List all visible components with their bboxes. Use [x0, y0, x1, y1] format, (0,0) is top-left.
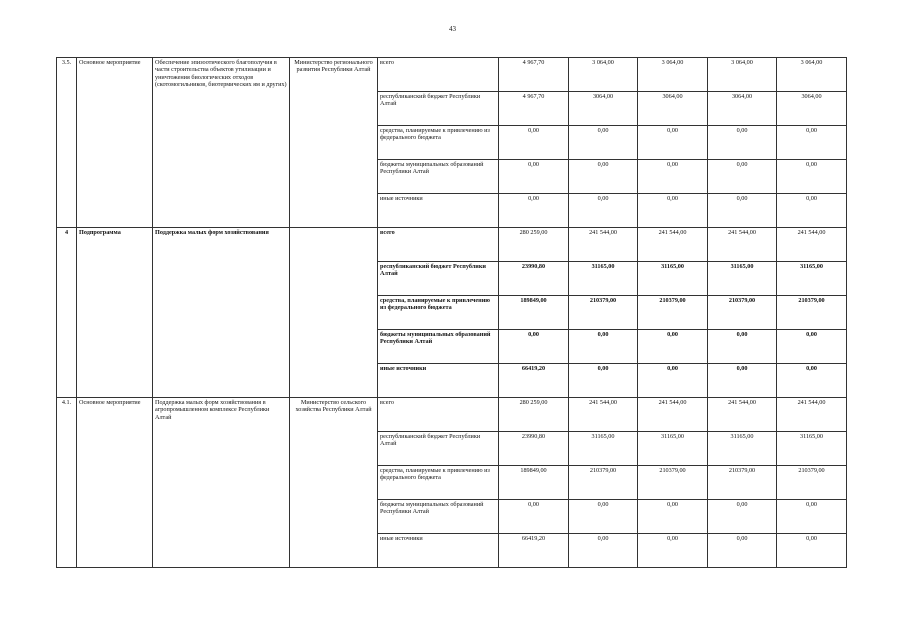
amount-cell: 0,00 — [499, 126, 569, 160]
amount-cell: 0,00 — [499, 500, 569, 534]
row-type: Основное мероприятие — [77, 398, 153, 568]
amount-cell: 241 544,00 — [708, 398, 777, 432]
table-row — [57, 228, 847, 262]
amount-cell: 0,00 — [499, 330, 569, 364]
amount-cell: 0,00 — [777, 330, 847, 364]
amount-cell: 189849,00 — [499, 466, 569, 500]
funding-source: бюджеты муниципальных образований Республики Алтай — [378, 500, 499, 534]
amount-cell: 31165,00 — [708, 432, 777, 466]
amount-cell: 3 064,00 — [777, 58, 847, 92]
amount-cell: 241 544,00 — [569, 398, 638, 432]
amount-cell: 189849,00 — [499, 296, 569, 330]
amount-cell: 31165,00 — [638, 262, 708, 296]
funding-source: бюджеты муниципальных образований Республики Алтай — [378, 330, 499, 364]
row-executor: Министерство регионального развития Республики Алтай — [290, 58, 378, 228]
row-name: Поддержка малых форм хозяйствования в агропромышленном комплексе Республики Алтай — [153, 398, 290, 568]
amount-cell: 210379,00 — [777, 296, 847, 330]
amount-cell: 66419,20 — [499, 364, 569, 398]
amount-cell: 4 967,70 — [499, 58, 569, 92]
amount-cell: 210379,00 — [708, 466, 777, 500]
row-name: Поддержка малых форм хозяйствования — [153, 228, 290, 398]
amount-cell: 0,00 — [638, 160, 708, 194]
amount-cell: 0,00 — [569, 534, 638, 568]
amount-cell: 0,00 — [777, 126, 847, 160]
amount-cell: 0,00 — [708, 330, 777, 364]
amount-cell: 210379,00 — [638, 296, 708, 330]
funding-source: средства, планируемые к привлечению из федерального бюджета — [378, 126, 499, 160]
funding-source: всего — [378, 228, 499, 262]
row-type: Подпрограмма — [77, 228, 153, 398]
amount-cell: 0,00 — [708, 534, 777, 568]
amount-cell: 3064,00 — [638, 92, 708, 126]
table-row — [57, 58, 847, 92]
amount-cell: 23990,80 — [499, 262, 569, 296]
funding-source: иные источники — [378, 364, 499, 398]
table-row — [57, 398, 847, 432]
row-code: 4.1. — [57, 398, 77, 568]
amount-cell: 31165,00 — [569, 262, 638, 296]
amount-cell: 241 544,00 — [777, 228, 847, 262]
amount-cell: 3064,00 — [708, 92, 777, 126]
row-executor — [290, 228, 378, 398]
amount-cell: 31165,00 — [569, 432, 638, 466]
funding-source: всего — [378, 398, 499, 432]
amount-cell: 0,00 — [569, 500, 638, 534]
amount-cell: 66419,20 — [499, 534, 569, 568]
amount-cell: 3 064,00 — [638, 58, 708, 92]
row-executor: Министерство сельского хозяйства Республики Алтай — [290, 398, 378, 568]
amount-cell: 241 544,00 — [777, 398, 847, 432]
amount-cell: 0,00 — [638, 194, 708, 228]
amount-cell: 0,00 — [638, 126, 708, 160]
amount-cell: 0,00 — [708, 364, 777, 398]
amount-cell: 241 544,00 — [708, 228, 777, 262]
amount-cell: 3064,00 — [777, 92, 847, 126]
amount-cell: 31165,00 — [777, 262, 847, 296]
amount-cell: 0,00 — [499, 160, 569, 194]
amount-cell: 0,00 — [569, 126, 638, 160]
amount-cell: 0,00 — [499, 194, 569, 228]
amount-cell: 0,00 — [569, 160, 638, 194]
funding-source: республиканский бюджет Республики Алтай — [378, 262, 499, 296]
amount-cell: 31165,00 — [708, 262, 777, 296]
amount-cell: 280 259,00 — [499, 228, 569, 262]
amount-cell: 0,00 — [777, 500, 847, 534]
funding-source: республиканский бюджет Республики Алтай — [378, 92, 499, 126]
amount-cell: 0,00 — [708, 194, 777, 228]
amount-cell: 280 259,00 — [499, 398, 569, 432]
row-code: 3.5. — [57, 58, 77, 228]
funding-source: иные источники — [378, 194, 499, 228]
amount-cell: 210379,00 — [777, 466, 847, 500]
funding-source: средства, планируемые к привлечению из федерального бюджета — [378, 466, 499, 500]
amount-cell: 31165,00 — [777, 432, 847, 466]
amount-cell: 23990,80 — [499, 432, 569, 466]
amount-cell: 0,00 — [638, 534, 708, 568]
amount-cell: 241 544,00 — [638, 398, 708, 432]
amount-cell: 0,00 — [708, 500, 777, 534]
amount-cell: 0,00 — [777, 534, 847, 568]
amount-cell: 241 544,00 — [569, 228, 638, 262]
funding-source: республиканский бюджет Республики Алтай — [378, 432, 499, 466]
row-name: Обеспечение эпизоотического благополучия в части строительства объектов утилизации и уничтожения биологических отходов (скотомогильников, биотермических ям и других) — [153, 58, 290, 228]
amount-cell: 210379,00 — [708, 296, 777, 330]
funding-source: бюджеты муниципальных образований Республики Алтай — [378, 160, 499, 194]
amount-cell: 3064,00 — [569, 92, 638, 126]
funding-source: всего — [378, 58, 499, 92]
amount-cell: 4 967,70 — [499, 92, 569, 126]
amount-cell: 0,00 — [638, 364, 708, 398]
amount-cell: 31165,00 — [638, 432, 708, 466]
amount-cell: 0,00 — [569, 330, 638, 364]
amount-cell: 210379,00 — [569, 466, 638, 500]
amount-cell: 3 064,00 — [708, 58, 777, 92]
amount-cell: 0,00 — [777, 364, 847, 398]
row-code: 4 — [57, 228, 77, 398]
funding-source: средства, планируемые к привлечению из федерального бюджета — [378, 296, 499, 330]
amount-cell: 0,00 — [708, 160, 777, 194]
amount-cell: 0,00 — [638, 330, 708, 364]
amount-cell: 210379,00 — [638, 466, 708, 500]
funding-source: иные источники — [378, 534, 499, 568]
amount-cell: 0,00 — [569, 194, 638, 228]
amount-cell: 0,00 — [569, 364, 638, 398]
amount-cell: 3 064,00 — [569, 58, 638, 92]
amount-cell: 0,00 — [708, 126, 777, 160]
amount-cell: 0,00 — [638, 500, 708, 534]
amount-cell: 0,00 — [777, 160, 847, 194]
amount-cell: 210379,00 — [569, 296, 638, 330]
page-number: 43 — [449, 25, 456, 33]
amount-cell: 241 544,00 — [638, 228, 708, 262]
amount-cell: 0,00 — [777, 194, 847, 228]
row-type: Основное мероприятие — [77, 58, 153, 228]
budget-table — [56, 57, 847, 568]
